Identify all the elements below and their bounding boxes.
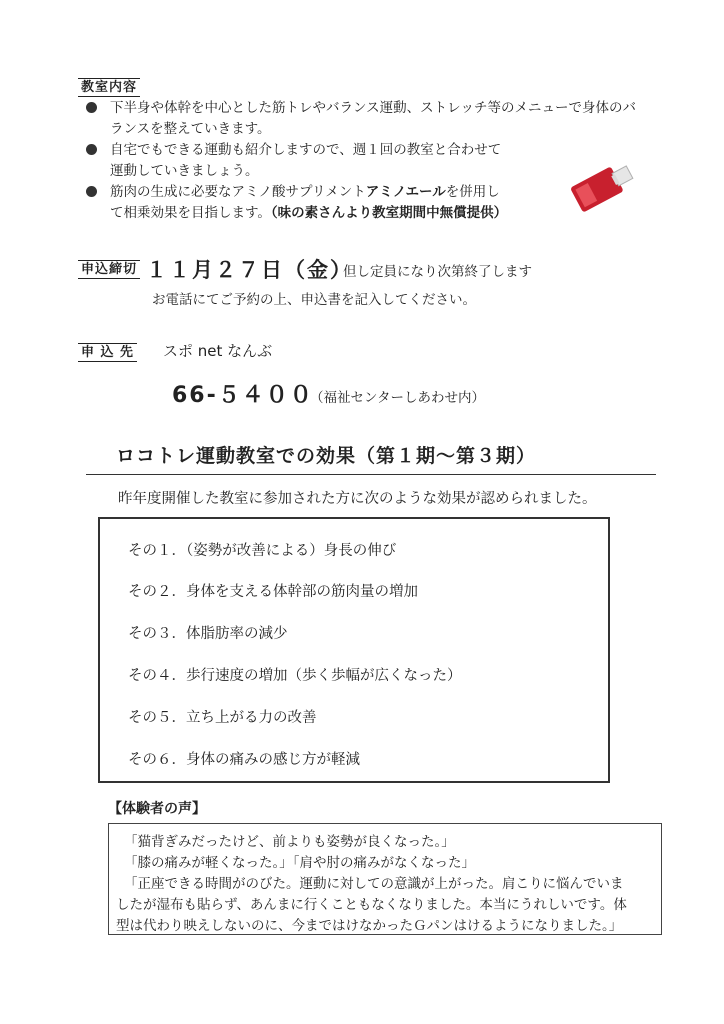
effect-item: その４．歩行速度の増加（歩く歩幅が広くなった） bbox=[128, 668, 462, 684]
product-name: アミノエール bbox=[365, 184, 446, 200]
contact-label: 申 込 先 bbox=[78, 343, 137, 362]
effect-item: その２．身体を支える体幹部の筋肉量の増加 bbox=[128, 584, 418, 600]
voice-line: 「正座できる時間がのびた。運動に対しての意識が上がった。肩こりに悩んでいま bbox=[124, 876, 624, 892]
bullet-text-segment: 筋肉の生成に必要なアミノ酸サプリメント bbox=[110, 184, 366, 200]
class-content-label: 教室内容 bbox=[78, 78, 140, 97]
voice-line: 「膝の痛みが軽くなった。」「肩や肘の痛みがなくなった」 bbox=[124, 855, 475, 871]
supplement-product-icon bbox=[556, 150, 638, 228]
deadline-date: １１月２７日（金） bbox=[146, 258, 353, 282]
bullet-icon bbox=[86, 144, 97, 155]
contact-name: スポ net なんぶ bbox=[163, 342, 273, 360]
bullet-text bbox=[110, 203, 507, 224]
deadline-instruction: お電話にてご予約の上、申込書を記入してください。 bbox=[152, 292, 476, 308]
voice-line: 「猫背ぎみだったけど、前よりも姿勢が良くなった。」 bbox=[124, 834, 455, 850]
effect-item: その１．（姿勢が改善による）身長の伸び bbox=[128, 543, 397, 559]
effect-item: その５．立ち上がる力の改善 bbox=[128, 710, 317, 726]
effects-intro: 昨年度開催した教室に参加された方に次のような効果が認められました。 bbox=[118, 491, 597, 507]
deadline-label: 申込締切 bbox=[78, 260, 140, 279]
effect-item: その３．体脂肪率の減少 bbox=[128, 626, 288, 642]
bullet-text: ランスを整えていきます。 bbox=[110, 121, 271, 137]
effects-title: ロコトレ運動教室での効果（第１期～第３期） bbox=[116, 445, 537, 467]
bullet-text: 下半身や体幹を中心とした筋トレやバランス運動、ストレッチ等のメニューで身体のバ bbox=[110, 100, 636, 116]
voice-line: したが湿布も貼らず、あんまに行くこともなくなりました。本当にうれしいです。体 bbox=[116, 897, 627, 913]
bullet-text: 運動していきましょう。 bbox=[110, 163, 259, 179]
deadline-note: 但し定員になり次第終了します bbox=[343, 264, 532, 280]
section-divider bbox=[86, 474, 656, 475]
contact-location: （福祉センターしあわせ内） bbox=[310, 390, 485, 406]
voice-line: 型は代わり映えしないのに、今まではけなかったＧパンはけるようになりました。」 bbox=[116, 918, 623, 934]
bullet-text-segment: て相乗効果を目指します。 bbox=[110, 205, 271, 221]
contact-phone: 66-５４００ bbox=[172, 383, 314, 408]
bullet-icon bbox=[86, 186, 97, 197]
bullet-icon bbox=[86, 102, 97, 113]
bullet-text bbox=[110, 182, 500, 203]
voices-title: 【体験者の声】 bbox=[108, 801, 206, 817]
sponsor-note: （味の素さんより教室期間中無償提供） bbox=[270, 205, 508, 221]
bullet-text: 自宅でもできる運動も紹介しますので、週１回の教室と合わせて bbox=[110, 142, 502, 158]
effect-item: その６．身体の痛みの感じ方が軽減 bbox=[128, 752, 360, 768]
bullet-text-segment: を併用し bbox=[445, 184, 500, 200]
